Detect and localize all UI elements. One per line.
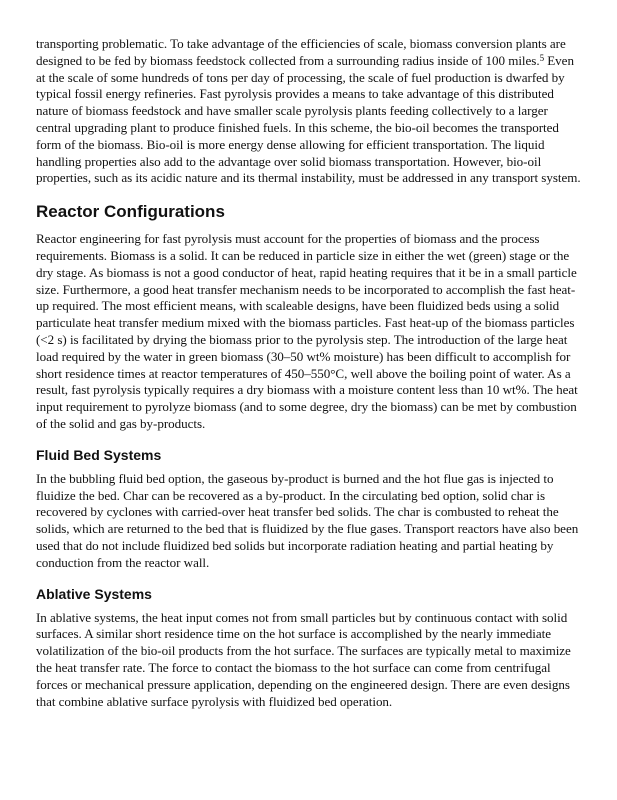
reactor-configurations-paragraph: Reactor engineering for fast pyrolysis must account for the properties of biomass and the process requirements. Biomass is a solid. It can be reduced in particle size in either the wet (green) stage or the dry stage. As biomass is not a good conductor of heat, rapid heating requires that it be in a small particle size. Furthermore, a good heat transfer mechanism needs to be incorporated to accomplish the fast heat-up required. The most efficient means, with scaleable designs, have been fluidized beds using a solid particulate heat transfer medium mixed with the biomass particles. Fast heat-up of the biomass particles (<2 s) is facilitated by drying the biomass prior to the pyrolysis step. The introduction of the large heat load required by the water in green biomass (30–50 wt% moisture) has been difficult to accomplish for short residence times at reactor temperatures of 450–550°C, well above the boiling point of water. As a result, fast pyrolysis typically requires a dry biomass with a moisture content less than 10 wt%. The heat input requirement to pyrolyze biomass (and to some degree, dry the biomass) can be met by combustion of the solid and gas by-products. — [36, 231, 578, 431]
fluid-bed-paragraph: In the bubbling fluid bed option, the gaseous by-product is burned and the hot flue gas is injected to fluidize the bed. Char can be recovered as a by-product. In the circulating bed option, solid char is recovered by cyclones with carried-over heat transfer bed solids. The char is combusted to reheat the solids, which are returned to the bed that is fluidized by the flue gases. Transport reactors have also been used that do not include fluidized bed solids but incorporate radiation heating and partial heating by conduction from the reactor wall. — [36, 470, 579, 570]
subsection-heading-ablative-systems: Ablative Systems — [36, 585, 152, 602]
intro-text-part-1: transporting problematic. To take advantage of the efficiencies of scale, biomass conversion plants are designed to be fed by biomass feedstock collected from a surrounding radius inside of 100 miles. — [36, 36, 566, 68]
section-heading-reactor-configurations: Reactor Configurations — [36, 202, 225, 222]
ablative-paragraph: In ablative systems, the heat input comes not from small particles but by continuous contact with solid surfaces. A similar short residence time on the hot surface is accomplished by the nearly immediate volatilization of the bio-oil products from the hot surface. The surfaces are typically metal to maximize the heat transfer rate. The force to contact the biomass to the hot surface can come from centrifugal forces or mechanical pressure application, depending on the engineered design. There are even designs that combine ablative surface pyrolysis with fluidized bed operation. — [36, 609, 571, 709]
intro-paragraph — [36, 36, 582, 187]
subsection-heading-fluid-bed-systems: Fluid Bed Systems — [36, 446, 162, 463]
document-page — [36, 36, 582, 710]
footnote-reference: 5 — [539, 52, 545, 63]
intro-text-part-2: Even at the scale of some hundreds of tons per day of processing, the scale of fuel production is dwarfed by typical fossil energy refineries. Fast pyrolysis provides a means to take advantage of this distributed nature of biomass feedstock and have smaller scale pyrolysis plants feeding collectively to a larger central upgrading plant to produce finished fuels. In this scheme, the bio-oil becomes the transported form of the biomass. Bio-oil is more energy dense allowing for efficient transportation. The liquid handling properties also add to the advantage over solid biomass transportation. However, bio-oil properties, such as its acidic nature and its thermal instability, must be addressed in any transport system. — [36, 52, 581, 186]
